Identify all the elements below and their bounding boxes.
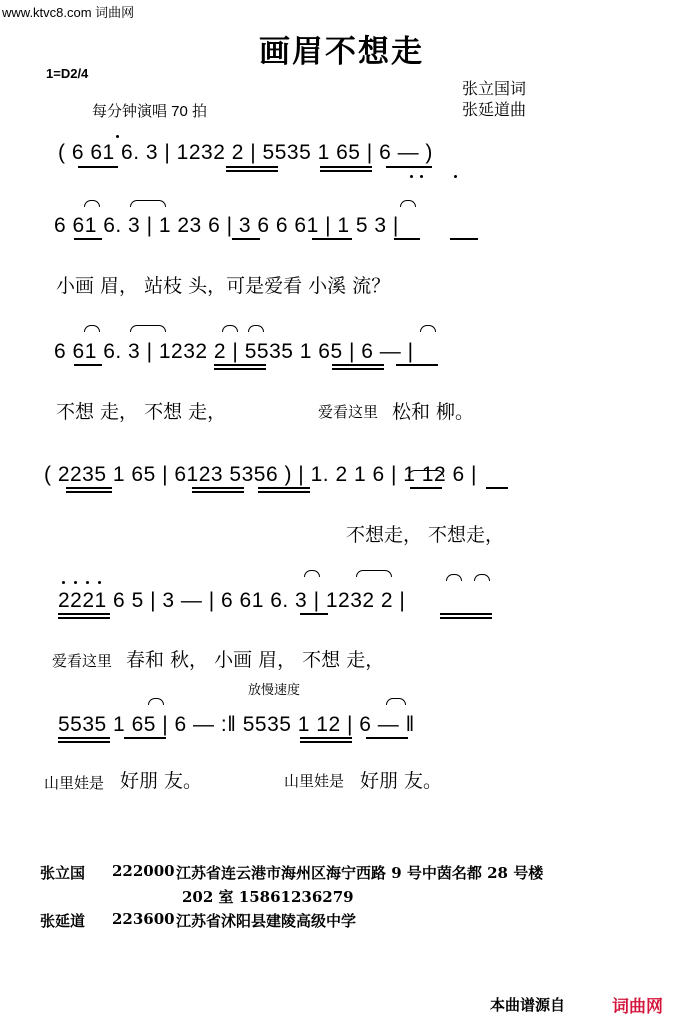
lyric-line-4: 不想走， 不想走，	[346, 524, 505, 546]
underline	[78, 166, 118, 168]
octave-dot	[98, 581, 101, 584]
lyric-line-5-small: 爱看这里	[52, 653, 113, 670]
footer-name-1: 张立国	[40, 864, 86, 882]
site-logo[interactable]: 词曲网	[612, 997, 663, 1016]
underline	[486, 487, 508, 489]
underline	[410, 487, 442, 489]
footer-zip-1: 222000	[112, 862, 175, 880]
slur	[248, 325, 264, 332]
lyric-line-3-small: 爱看这里	[318, 404, 379, 421]
slur	[304, 570, 320, 577]
underline	[124, 737, 166, 739]
octave-dot	[62, 581, 65, 584]
underline	[300, 737, 352, 739]
slur	[148, 698, 164, 705]
composer-credit: 张延道曲	[462, 102, 527, 119]
lyric-line-3-tail: 松和 柳。	[392, 401, 475, 423]
underline	[58, 613, 110, 615]
lyricist-credit: 张立国词	[462, 81, 527, 98]
footer-address-1: 江苏省连云港市海州区海宁西路 9 号中茵名都 28 号楼	[176, 864, 544, 882]
slur	[356, 570, 392, 577]
underline	[258, 487, 310, 489]
underline	[226, 170, 278, 172]
footer-zip-2: 223600	[112, 910, 175, 928]
slur	[408, 470, 444, 477]
octave-dot	[454, 175, 457, 178]
tempo-change: 放慢速度	[248, 682, 301, 697]
underline	[440, 617, 492, 619]
footer-address-3: 江苏省沭阳县建陵高级中学	[176, 912, 357, 930]
slur	[420, 325, 436, 332]
octave-dot	[420, 175, 423, 178]
tempo-marking: 每分钟演唱 70 拍	[92, 103, 208, 120]
underline	[74, 238, 102, 240]
octave-dot	[86, 581, 89, 584]
footer-address-2: 202 室 15861236279	[182, 888, 354, 906]
slur	[130, 325, 166, 332]
underline	[66, 487, 112, 489]
underline	[74, 364, 102, 366]
underline	[386, 166, 432, 168]
underline	[300, 613, 328, 615]
key-signature: 1=D2/4	[46, 66, 89, 81]
score-line-1: ( 6 61 6. 3 | 1232 2 | 5535 1 65 | 6 — )	[58, 141, 433, 164]
lyric-line-3: 不想 走， 不想 走，	[56, 401, 227, 423]
underline	[320, 166, 372, 168]
underline	[320, 170, 372, 172]
lyric-line-6-small-b: 山里娃是	[284, 773, 345, 790]
underline	[66, 491, 112, 493]
underline	[332, 368, 384, 370]
underline	[58, 741, 110, 743]
footer-name-2: 张延道	[40, 912, 86, 930]
underline	[366, 737, 408, 739]
octave-dot	[116, 135, 119, 138]
underline	[450, 238, 478, 240]
underline	[258, 491, 310, 493]
slur	[386, 698, 406, 705]
octave-dot	[410, 175, 413, 178]
slur	[474, 574, 490, 581]
slur	[400, 200, 416, 207]
underline	[232, 238, 260, 240]
score-line-2: 6 61 6. 3 | 1 23 6 | 3 6 6 61 | 1 5 3 |	[54, 214, 399, 237]
underline	[332, 364, 384, 366]
score-line-5: 2221 6 5 | 3 — | 6 61 6. 3 | 1232 2 |	[58, 589, 406, 612]
lyric-line-2: 小画 眉， 站枝 头，可是爱看 小溪 流？	[56, 275, 391, 297]
song-title: 画眉不想走	[259, 34, 424, 70]
underline	[58, 617, 110, 619]
score-line-6: 5535 1 65 | 6 — :‖ 5535 1 12 | 6 — ‖	[58, 713, 415, 736]
underline	[192, 487, 244, 489]
slur	[222, 325, 238, 332]
slur	[84, 200, 100, 207]
source-note: 本曲谱源自	[489, 997, 565, 1014]
octave-dot	[74, 581, 77, 584]
underline	[440, 613, 492, 615]
underline	[312, 238, 352, 240]
lyric-line-6-small-a: 山里娃是	[44, 775, 105, 792]
underline	[58, 737, 110, 739]
underline	[300, 741, 352, 743]
slur	[446, 574, 462, 581]
slur	[84, 325, 100, 332]
lyric-line-6-a: 好朋 友。	[120, 770, 203, 792]
score-line-3: 6 61 6. 3 | 1232 2 | 5535 1 65 | 6 — |	[54, 340, 414, 363]
score-line-4: ( 2235 1 65 | 6123 5356 ) | 1. 2 1 6 | 1 12 6 |	[44, 463, 477, 486]
lyric-line-6-b: 好朋 友。	[360, 770, 443, 792]
underline	[396, 364, 438, 366]
underline	[192, 491, 244, 493]
lyric-line-5: 春和 秋， 小画 眉， 不想 走，	[126, 649, 385, 671]
underline	[214, 364, 266, 366]
site-watermark: www.ktvc8.com 词曲网	[2, 5, 135, 20]
underline	[394, 238, 420, 240]
underline	[226, 166, 278, 168]
underline	[214, 368, 266, 370]
slur	[130, 200, 166, 207]
